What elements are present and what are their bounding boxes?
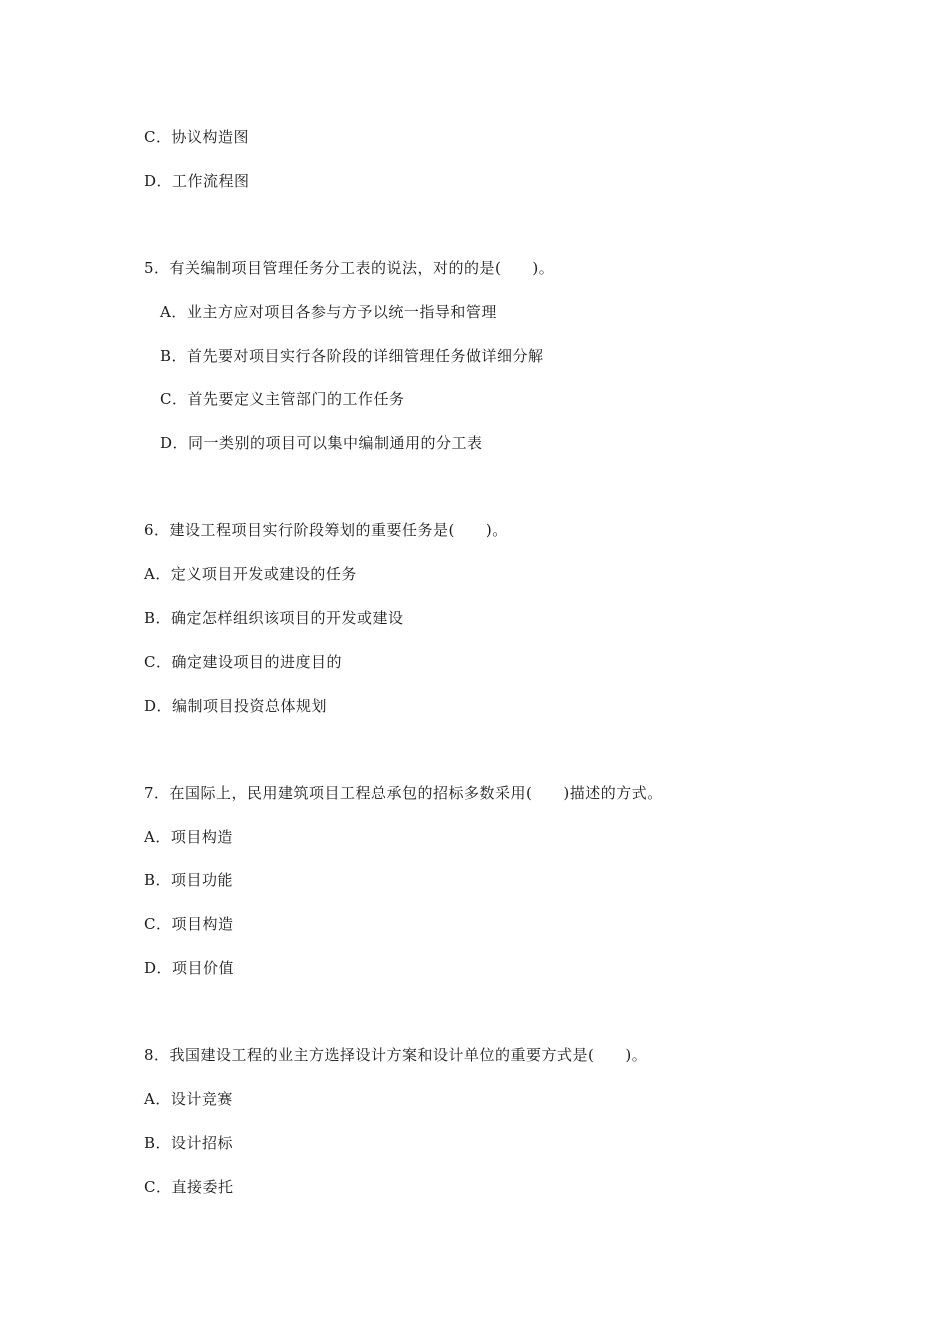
question-6-option-a: A．定义项目开发或建设的任务 [144,565,357,583]
question-8-option-c: C．直接委托 [144,1178,234,1196]
question-7-stem: 7．在国际上，民用建筑项目工程总承包的招标多数采用( )描述的方式。 [144,784,663,802]
question-5-option-d: D．同一类别的项目可以集中编制通用的分工表 [160,434,483,452]
question-7-option-b: B．项目功能 [144,871,234,889]
question-8-option-a: A．设计竞赛 [144,1090,233,1108]
question-5-option-a: A．业主方应对项目各参与方予以统一指导和管理 [160,303,497,321]
question-8-option-b: B．设计招标 [144,1134,234,1152]
option-c: C．协议构造图 [144,128,249,146]
question-7-option-c: C．项目构造 [144,915,234,933]
question-6-option-c: C．确定建设项目的进度目的 [144,653,342,671]
question-7-option-d: D．项目价值 [144,959,235,977]
option-d: D．工作流程图 [144,172,250,190]
question-6-option-d: D．编制项目投资总体规划 [144,697,328,715]
question-6-option-b: B．确定怎样组织该项目的开发或建设 [144,609,404,627]
question-6-stem: 6．建设工程项目实行阶段筹划的重要任务是( )。 [144,521,508,539]
question-8-stem: 8．我国建设工程的业主方选择设计方案和设计单位的重要方式是( )。 [144,1046,648,1064]
question-5-option-c: C．首先要定义主管部门的工作任务 [160,390,405,408]
question-5-stem: 5．有关编制项目管理任务分工表的说法，对的的是( )。 [144,259,555,277]
question-5-option-b: B．首先要对项目实行各阶段的详细管理任务做详细分解 [160,347,544,365]
question-7-option-a: A．项目构造 [144,828,233,846]
